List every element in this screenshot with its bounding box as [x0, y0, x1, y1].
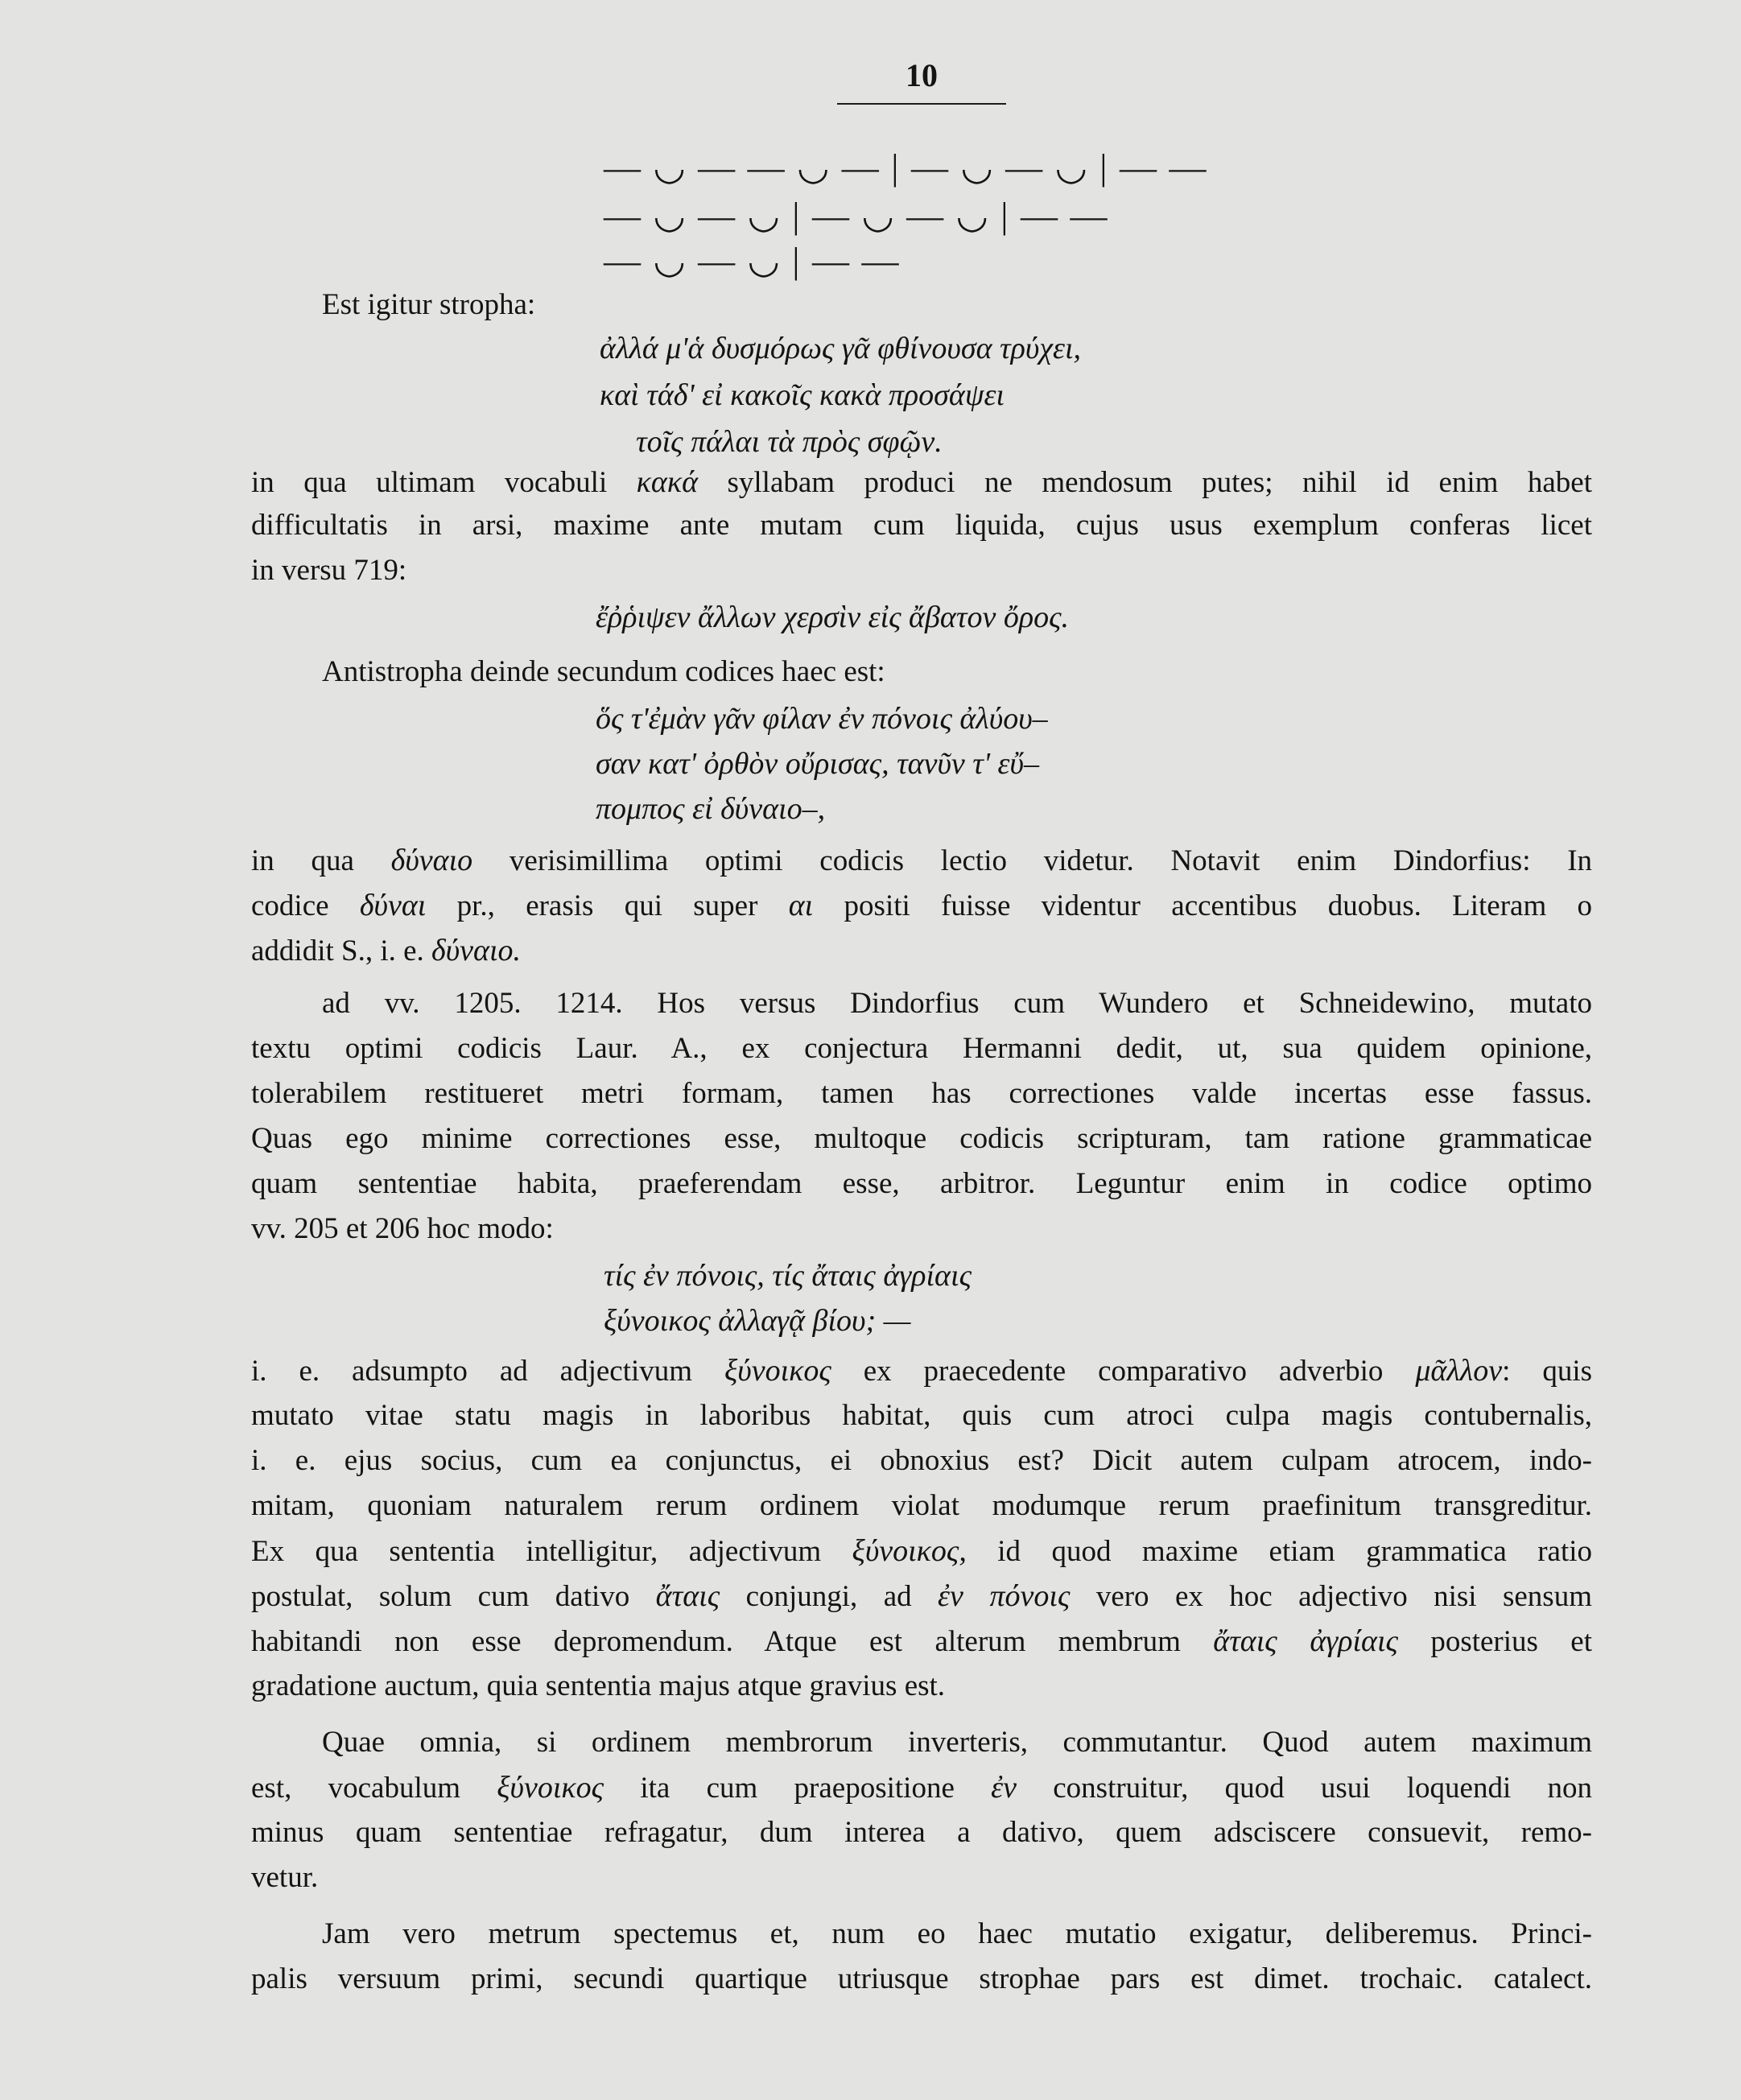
meter-scheme-line-1: — ◡ — — ◡ — | — ◡ — ◡ | — —	[604, 146, 1208, 188]
strophe-intro: Est igitur stropha:	[322, 288, 536, 321]
quoted-verse-205: τίς ἐν πόνοις, τίς ἄταις ἀγρίαις	[604, 1259, 972, 1293]
paragraph-4-line-5: Ex qua sententia intelligitur, adjectivum ξύνοικος, id quod maxime etiam grammatica ratio	[251, 1534, 1593, 1568]
paragraph-4-line-2: mutato vitae statu magis in laboribus habitat, quis cum atroci culpa magis contubernalis,	[251, 1399, 1592, 1432]
paragraph-5-line-2: est, vocabulum ξύνοικος ita cum praepositione ἐν construitur, quod usui loquendi non	[251, 1771, 1593, 1805]
paragraph-1-line-1: in qua ultimam vocabuli κακά syllabam produci ne mendosum putes; nihil id enim habet	[251, 465, 1592, 499]
paragraph-3-line-2: textu optimi codicis Laur. A., ex conjectura Hermanni dedit, ut, sua quidem opinione,	[251, 1032, 1592, 1065]
paragraph-2-line-2: codice δύναι pr., erasis qui super αι positi fuisse videntur accentibus duobus. Literam o	[251, 889, 1593, 922]
meter-scheme-line-3: — ◡ — ◡ | — —	[604, 240, 901, 281]
meter-scheme-line-2: — ◡ — ◡ | — ◡ — ◡ | — —	[604, 195, 1109, 236]
quoted-verse-206: ξύνοικος ἀλλαγᾷ βίου; —	[604, 1304, 911, 1338]
paragraph-3-line-4: Quas ego minime correctiones esse, multoque codicis scripturam, tam ratione grammaticae	[251, 1122, 1592, 1155]
paragraph-3-line-1: ad vv. 1205. 1214. Hos versus Dindorfius cum Wundero et Schneidewino, mutato	[322, 987, 1592, 1020]
paragraph-4-line-4: mitam, quoniam naturalem rerum ordinem violat modumque rerum praefinitum transgreditur.	[251, 1489, 1592, 1522]
paragraph-5-line-4: vetur.	[251, 1861, 319, 1894]
paragraph-1-line-2: difficultatis in arsi, maxime ante mutam cum liquida, cujus usus exemplum conferas licet	[251, 509, 1592, 542]
antistrophe-intro: Antistropha deinde secundum codices haec est:	[322, 655, 885, 688]
paragraph-4-line-1: i. e. adsumpto ad adjectivum ξύνοικος ex praecedente comparativo adverbio μᾶλλον: quis	[251, 1354, 1592, 1388]
page-number: 10	[906, 57, 938, 93]
antistrophe-verse-2: σαν κατ' ὀρθὸν οὔρισας, τανῦν τ' εὔ–	[596, 747, 1039, 781]
paragraph-4-line-8: gradatione auctum, quia sententia majus atque gravius est.	[251, 1669, 946, 1702]
paragraph-5-line-1: Quae omnia, si ordinem membrorum inverteris, commutantur. Quod autem maximum	[322, 1726, 1592, 1759]
paragraph-2-line-1: in qua δύναιο verisimillima optimi codicis lectio videtur. Notavit enim Dindorfius: In	[251, 844, 1593, 877]
antistrophe-verse-3: πομπος εἰ δύναιο–,	[596, 792, 826, 826]
strophe-verse-2: καὶ τάδ' εἰ κακοῖς κακὰ προσάψει	[600, 378, 1005, 412]
paragraph-6-line-2: palis versuum primi, secundi quartique utriusque strophae pars est dimet. trochaic. catalect.	[251, 1962, 1592, 1995]
antistrophe-verse-1: ὅς τ'ἐμὰν γᾶν φίλαν ἐν πόνοις ἀλύου–	[596, 702, 1048, 736]
paragraph-1-line-3: in versu 719:	[251, 554, 407, 587]
strophe-verse-1: ἀλλά μ'ἁ δυσμόρως γᾶ φθίνουσα τρύχει,	[600, 332, 1082, 365]
paragraph-5-line-3: minus quam sententiae refragatur, dum interea a dativo, quem adsciscere consuevit, remo-	[251, 1816, 1592, 1849]
paragraph-4-line-7: habitandi non esse depromendum. Atque est alterum membrum ἄταις ἀγρίαις posterius et	[251, 1624, 1592, 1658]
paragraph-3-line-6: vv. 205 et 206 hoc modo:	[251, 1212, 554, 1245]
paragraph-2-line-3: addidit S., i. e. δύναιο.	[251, 934, 522, 967]
paragraph-4-line-3: i. e. ejus socius, cum ea conjunctus, ei obnoxius est? Dicit autem culpam atrocem, indo-	[251, 1444, 1592, 1477]
paragraph-3-line-3: tolerabilem restitueret metri formam, tamen has correctiones valde incertas esse fassus.	[251, 1077, 1592, 1110]
strophe-verse-3: τοῖς πάλαι τὰ πρὸς σφῷν.	[636, 425, 943, 459]
paragraph-3-line-5: quam sententiae habita, praeferendam esse, arbitror. Leguntur enim in codice optimo	[251, 1167, 1592, 1200]
header-rule	[837, 103, 1006, 105]
paragraph-6-line-1: Jam vero metrum spectemus et, num eo haec mutatio exigatur, deliberemus. Princi-	[322, 1917, 1592, 1950]
quoted-verse-719: ἔῤῥιψεν ἄλλων χερσὶν εἰς ἄβατον ὄρος.	[596, 600, 1069, 634]
paragraph-4-line-6: postulat, solum cum dativo ἄταις conjungi, ad ἐν πόνοις vero ex hoc adjectivo nisi sensum	[251, 1579, 1592, 1613]
